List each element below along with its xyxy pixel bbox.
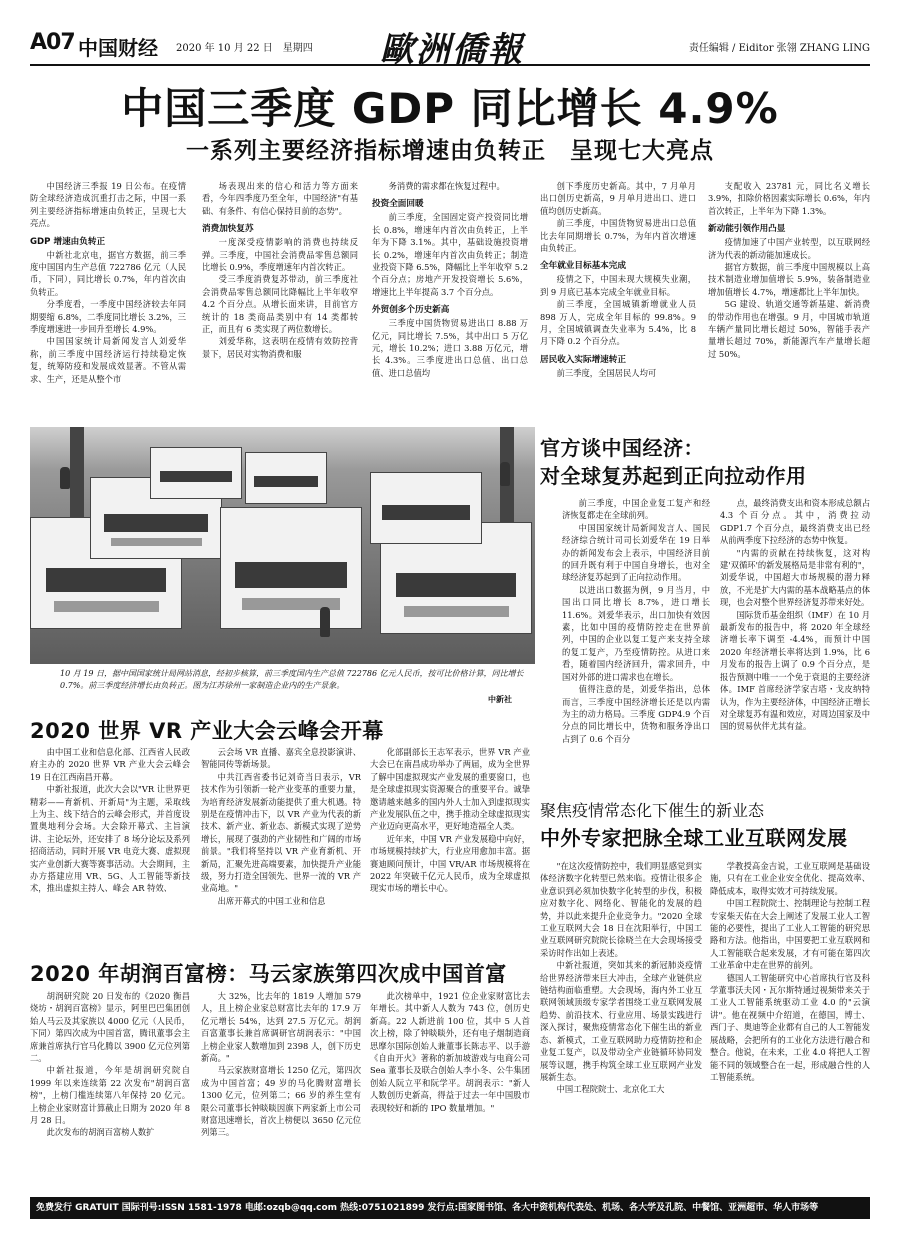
article-paragraph: 胡润研究院 20 日发布的《2020 衡昌烧坊・胡润百富榜》显示，阿里巴巴集团创始人马云及其家族以 4000 亿元（人民币，下同）第四次成为中国首富，腾讯董事会主席兼首席执行官马化腾以 3900 亿元位列第二。 [30, 991, 190, 1064]
article-paragraph: 前三季度，中国货物贸易进出口总值比去年同期增长 0.7%，为年内首次增速由负转正。 [540, 218, 696, 254]
article-paragraph: 据官方数据，前三季度中国规模以上高技术制造业增加值增长 5.9%，装备制造业增加值增长 4.7%，增速都比上半年加快。 [708, 262, 870, 297]
article-paragraph: "在这次疫情防控中，我们明显感觉到实体经济数字化转型已然来临。疫情让很多企业意识到必须加快数字化转型的步伐，积极应对数字化、网络化、智能化的发展的趋势，并以此来提升企业竞争力。"2020 全球工业互联网大会 18 日在沈阳举行，中国工业互联网研究院院长徐晓兰在大会现场接受采访时作出如上表述。 [540, 861, 702, 958]
article-paragraph: "内需的贡献在持续恢复，这对构建'双循环'的新发展格局是非常有利的"，刘爱华说，中国超大市场规模的潜力释放，不光是扩大内需的基本战略基点的体现，也会对整个世界经济复苏带来好处。 [720, 547, 870, 608]
industry-column [710, 860, 870, 1190]
article-paragraph: 此次发布的胡润百富榜人数扩 [46, 1127, 155, 1138]
article-paragraph: 前三季度，全国固定资产投资同比增长 0.8%，增速年内首次由负转正，上半年为下降 3.1%。其中，基础设施投资增长 0.2%，增速年内首次由负转正；制造业投资下降 6.5%，降幅比上半年收窄 5.2 个百分点；房地产开发投资增长 5.6%，增速比上半年提高 3.7 个百分点。 [372, 212, 528, 297]
article-paragraph: 此次榜单中，1921 位企业家财富比去年增长。其中新人人数为 743 位，创历史新高。22 人新进前 100 位，其中 5 人首次上榜，除了钟睒睒外，还有电子烟制造商思摩尔国际创始人兼董事长陈志平、以手游《自由开火》著称的新加坡游戏与电商公司 Sea 董事长及联合创始人李小冬、公牛集团创始人阮立平和阮学平。胡润表示："新人人数创历史新高，得益于过去一年中国股市表现较好和新的 IPO 数量增加。" [370, 991, 530, 1113]
hurun-headline: 2020 年胡润百富榜：马云家族第四次成中国首富 [30, 962, 507, 986]
article-paragraph: 疫情之下，中国未现大规模失业潮，到 9 月底已基本完成全年就业目标。 [540, 274, 696, 297]
editor-credit: 责任编辑 / Eiditor 张翎 ZHANG LING [688, 43, 870, 54]
article-paragraph: 中国工程院院士、控制理论与控制工程专家柴天佑在大会上阐述了发展工业人工智能的必要性，提出了工业人工智能的研究思路和方法。他指出，中国要把工业互联网和人工智能联合起来发展，才有可能在第四次工业革命中走在世界的前列。 [710, 898, 870, 971]
section-name: 中国财经 [78, 36, 158, 60]
hurun-column [30, 990, 190, 1190]
footer-bar: 免费发行 GRATUIT 国际刊号:ISSN 1581-1978 电邮:ozqb@qq.com 热线:0751021899 发行点:国家图书馆、各大中资机构代表处、机场、各大学及孔院、中餐馆、亚洲超市、华人市场等 [30, 1197, 870, 1219]
article-paragraph: 云会场 VR 直播、嘉宾全息投影演讲、智能同传等新场景。 [201, 747, 361, 770]
hurun-column [201, 990, 361, 1190]
article-paragraph: 支配收入 23781 元，同比名义增长 3.9%，扣除价格因素实际增长 0.6%，年内首次转正，上半年为下降 1.3%。 [708, 181, 870, 216]
lead-column [202, 180, 358, 424]
article-paragraph: 疫情加速了中国产业转型，以互联网经济为代表的新动能加速成长。 [708, 237, 870, 260]
industry-kicker: 聚焦疫情常态化下催生的新业态 [540, 801, 765, 820]
article-paragraph: 前三季度，全国城镇新增就业人员 898 万人，完成全年目标的 99.8%。9 月，全国城镇调查失业率为 5.4%，比 8 月下降 0.2 个百分点。 [540, 299, 696, 347]
worker-figure [320, 607, 330, 637]
photo-credit: 中新社 [488, 695, 512, 704]
article-paragraph: 由中国工业和信息化部、江西省人民政府主办的 2020 世界 VR 产业大会云峰会 19 日在江西南昌开幕。 [30, 747, 190, 782]
article-subhead: GDP 增速由负转正 [30, 236, 106, 247]
vr-headline: 2020 世界 VR 产业大会云峰会开幕 [30, 719, 384, 743]
article-paragraph: 场表现出来的信心和活力等方面来看，今年四季度乃至全年，中国经济"有基础、有条件、有信心保持目前的态势"。 [202, 181, 358, 216]
photo-caption: 10 月 19 日，据中国国家统计局网站消息，经初步核算，前三季度国内生产总值 722786 亿元人民币，按可比价格计算，同比增长 0.7%。前三季度经济增长由负转正。图为江苏徐州一家制造企业内的生产景象。 [60, 669, 524, 690]
industry-column [540, 860, 702, 1190]
article-paragraph: 前三季度，全国居民人均可 [556, 367, 657, 378]
article-paragraph: 学教授高金吉说，工业互联网是基础设施，只有在工业企业安全优化、提高效率、降低成本，取得实效才可持续发展。 [710, 861, 870, 896]
article-paragraph: 马云家族财富增长 1250 亿元，第四次成为中国首富；49 岁的马化腾财富增长 1300 亿元，位列第二；66 岁的养生堂有限公司董事长钟睒睒因旗下两家新上市公司财富迅速增长，首次上榜便以 3650 亿元位列第三。 [201, 1065, 361, 1138]
vr-column [30, 746, 190, 942]
article-paragraph: 一度深受疫情影响的消费也持续反弹。三季度，中国社会消费品零售总额同比增长 0.9%，季度增速年内首次转正。 [202, 237, 358, 273]
lead-subheadline: 一系列主要经济指标增速由负转正 呈现七大亮点 [186, 138, 714, 164]
vr-column [370, 746, 530, 942]
official-column [720, 497, 870, 789]
article-subhead: 居民收入实际增速转正 [540, 354, 626, 365]
factory-photo [30, 427, 535, 664]
article-paragraph: 三季度中国货物贸易进出口 8.88 万亿元，同比增长 7.5%，其中出口 5 万亿元，增长 10.2%；进口 3.88 万亿元，增长 4.3%。三季度进出口总值、出口总值、进口总值均 [372, 318, 528, 378]
article-subhead: 消费加快复苏 [202, 224, 254, 235]
article-paragraph: 德国人工智能研究中心首席执行官及科学董事沃夫冈・瓦尔斯特通过视频带来关于工业人工智能系统驱动工业 4.0 的"云演讲"。他在视频中介绍道，在德国，博士、西门子、奥迪等企业都有自己的人工智能发展战略，会把所有的工业化方法进行融合和整合。他说，在未来，工业 4.0 将把人工智能不同的领域整合在一起，形成融合性的人工智能系统。 [710, 972, 870, 1082]
lead-column [372, 180, 528, 424]
page-number: A07 [30, 30, 75, 55]
article-subhead: 外贸创多个历史新高 [372, 305, 450, 316]
article-paragraph: 中新社报道，此次大会以"VR 让世界更精彩——育新机、开新局"为主题，采取线上为主、线下结合的云峰会形式，并首度设置奥地利分会场。大会除开幕式、主旨演讲、主论坛外，还安排了 8 场分论坛及系列招商活动，同时开展 VR 电竞大赛、虚拟现实产业创新大赛等赛事活动。大会期间，主办方搭建应用 VR、5G、人工智能等新技术，推出虚拟主持人、峰会 AR 特效、 [30, 784, 190, 894]
article-paragraph: 中国工程院院士、北京化工大 [556, 1084, 665, 1095]
article-paragraph: 中新社报道，今年是胡润研究院自 1999 年以来连续第 22 次发布"胡润百富榜"，上榜门槛连续第八年保持 20 亿元。上榜企业家财富计算截止日期为 2020 年 8 月 28 日。 [30, 1065, 190, 1126]
article-paragraph: 分季度看，一季度中国经济较去年同期要缩 6.8%，二季度同比增长 3.2%，三季度增速进一步回升至增长 4.9%。 [30, 299, 186, 335]
official-title-line1: 官方谈中国经济： [540, 436, 704, 460]
industry-headline: 中外专家把脉全球工业互联网发展 [540, 826, 848, 850]
worker-figure [60, 467, 70, 489]
article-paragraph: 受三季度消费复苏带动，前三季度社会消费品零售总额同比降幅比上半年收窄 4.2 个百分点。从增长面来讲，目前官方统计的 18 类商品类别中有 14 类都转正，而且有 6 类实现了两位数增长。 [202, 274, 358, 335]
article-subhead: 投资全面回暖 [372, 199, 424, 210]
article-paragraph: 中国国家统计局新闻发言人刘爱华称，前三季度中国经济运行持续稳定恢复，统筹防疫和发展成效显著。不管从需求、生产，还是从整个市 [30, 336, 186, 384]
article-paragraph: 出席开幕式的中国工业和信息 [217, 895, 326, 906]
lead-headline: 中国三季度 GDP 同比增长 4.9% [121, 84, 779, 133]
article-paragraph: 中共江西省委书记刘奇当日表示，VR 技术作为引领新一轮产业变革的重要力量，为培育经济发展新动能提供了重大机遇。特别是在疫情冲击下，以 VR 产业为代表的新技术、新产业、新业态、新模式实现了逆势增长，展现了强劲的产业韧性和广阔的市场前景。"我们将坚持以 VR 产业育新机、开新局，汇聚先进高端要素，加快提升产业能级，努力打造全国领先、世界一流的 VR 产业高地。" [201, 771, 361, 894]
official-column [562, 497, 710, 789]
hurun-column [370, 990, 530, 1190]
newspaper-logo: 歐洲僑報 [380, 30, 524, 70]
masthead [30, 24, 870, 70]
article-subhead: 全年就业目标基本完成 [540, 261, 626, 272]
article-paragraph: 前三季度，中国企业复工复产和经济恢复都走在全球前列。 [562, 498, 710, 521]
article-paragraph: 创下季度历史新高。其中，7 月单月出口创历史新高，9 月单月进出口、进口值均创历史新高。 [540, 181, 696, 216]
article-paragraph: 刘爱华称，这表明在疫情有效防控背景下，居民对实物消费和服 [202, 336, 358, 359]
article-paragraph: 值得注意的是，刘爱华指出，总体而言，三季度中国经济增长还是以内需为主的动力格局。三季度 GDP4.9 个百分点的同比增长中，货物和服务净出口占到了 0.6 个百分 [562, 684, 710, 744]
article-paragraph: 近年来，中国 VR 产业发展稳中向好，市场规模持续扩大，行业应用愈加丰富。据赛迪顾问预计，中国 VR/AR 市场规模将在 2022 年突破千亿元人民币，成为全球虚拟现实市场的增长中心。 [370, 833, 530, 894]
lead-column [708, 180, 870, 424]
article-paragraph: 务消费的需求都在恢复过程中。 [388, 181, 505, 191]
lead-column [540, 180, 696, 424]
lead-column [30, 180, 186, 424]
article-paragraph: 中新社北京电，据官方数据，前三季度中国国内生产总值 722786 亿元（人民币，下同），同比增长 0.7%，年内首次由负转正。 [30, 249, 186, 297]
issue-date: 2020 年 10 月 22 日 星期四 [176, 43, 313, 54]
article-paragraph: 中新社报道，突如其来的新冠肺炎疫情给世界经济带来巨大冲击，全球产业链供应链结构面临重塑。大会现场，海内外工业互联网领域顶级专家学者围绕工业互联网发展趋势、前沿技术、行业应用、场景实践进行深入探讨，聚焦疫情常态化下催生出的新业态、新模式，工业互联网助力疫情防控和企业复工复产，以及带动全产业链循环协同发展等议题，携手构筑全球工业互联网产业发展新生态。 [540, 960, 702, 1082]
article-paragraph: 5G 建设、轨道交通等新基建、新消费的带动作用也在增强。9 月，中国城市轨道车辆产量同比增长超过 50%，智能手表产量增长超过 70%，新能源汽车产量增长超过 50%。 [708, 299, 870, 359]
article-paragraph: 以进出口数据为例，9 月当月，中国出口同比增长 8.7%，进口增长 11.6%。刘爱华表示，出口加快有效因素，比如中国的疫情防控走在世界前列，中国的企业以复工复产来支持全球的复工复产，乃至疫情防控。从进口来看，随着国内经济回升，需求回升，中国对外部的进口需求也在增长。 [562, 584, 710, 682]
official-title-line2: 对全球复苏起到正向拉动作用 [540, 464, 807, 488]
vr-column [201, 746, 361, 942]
article-paragraph: 中国经济三季报 19 日公布。在疫情防全球经济造成沉重打击之际，中国一系列主要经济指标增速由负转正，呈现七大亮点。 [30, 181, 186, 229]
article-paragraph: 点，最终消费支出和资本形成总额占 4.3 个百分点。其中，消费拉动 GDP1.7 个百分点，最终消费支出已经从前两季度下拉经济的态势中恢复。 [720, 498, 870, 546]
article-paragraph: 化部副部长王志军表示，世界 VR 产业大会已在南昌成功举办了两届，成为全世界了解中国虚拟现实产业发展的重要窗口，也是全球虚拟现实资源聚合的重要平台。诚挚邀请越来越多的国内外人士加入到虚拟现实产业发展队伍之中，携手推动全球虚拟现实产业迈向更高水平，更好地造福全人类。 [370, 747, 530, 832]
article-paragraph: 国际货币基金组织（IMF）在 10 月最新发布的报告中，将 2020 年全球经济增长率下调至 -4.4%，而预计中国 2020 年经济增长率将达到 1.9%，比 6 月发布的报告上调了 0.9 个百分点，是报告预测中唯一一个免于衰退的主要经济体。IMF 首席经济学家吉塔・戈皮纳特认为，作为主要经济体，中国经济正增长对全球复苏有温和效应，对周边国家及中国的贸易伙伴尤其有益。 [720, 609, 870, 732]
article-paragraph: 中国国家统计局新闻发言人、国民经济综合统计司司长刘爱华在 19 日举办的新闻发布会上表示，中国经济目前的回升既有利于中国自身增长，也对全球经济复苏起到了正向拉动作用。 [562, 522, 710, 583]
article-subhead: 新动能引领作用凸显 [708, 224, 786, 235]
worker-figure [500, 462, 510, 486]
article-paragraph: 大 32%，比去年的 1819 人增加 579 人，且上榜企业家总财富比去年的 17.9 万亿元增长 54%，达到 27.5 万亿元。胡润百富董事长兼首席调研官胡润表示："中国上榜企业家人数增加到 2398 人，创下历史新高。" [201, 991, 361, 1064]
